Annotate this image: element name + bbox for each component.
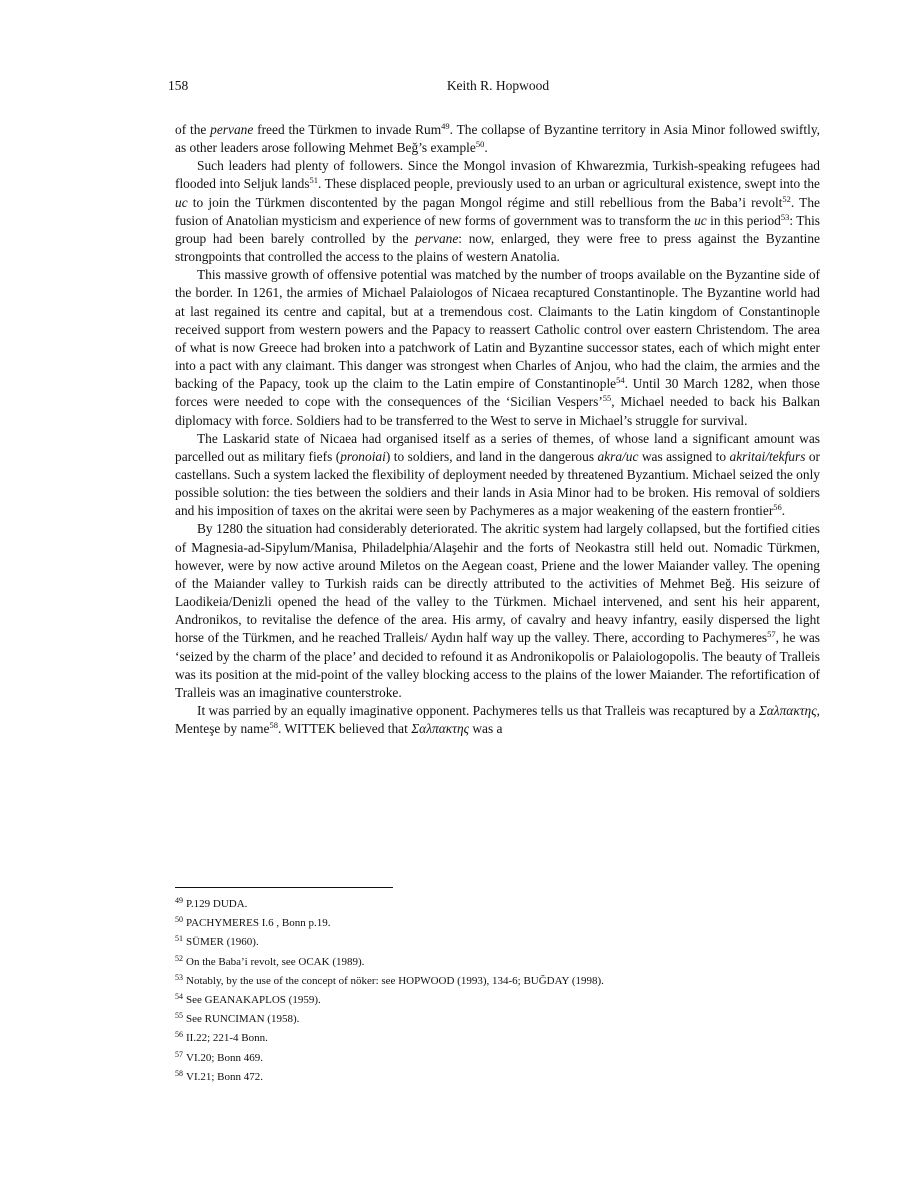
footnotes (175, 895, 820, 1087)
footnote (175, 933, 820, 952)
italic-term: uc (175, 194, 188, 210)
footnote (175, 991, 820, 1010)
page-number: 158 (168, 78, 189, 93)
footnote-text: II.22; 221-4 Bonn. (186, 1032, 268, 1045)
page-header (168, 78, 828, 98)
text-run: . (781, 503, 786, 519)
footnote (175, 1010, 820, 1029)
text-run: freed the Türkmen to invade Rum (253, 122, 442, 137)
footnote-ref: 55 (602, 393, 612, 404)
footnote (175, 953, 820, 972)
text-run: . The collapse of Byzantine territory in Asia Minor followed swiftly, as other leaders arose following Mehmet Beğ’s example (175, 122, 820, 156)
text-run: Such leaders had plenty of followers. Since the Mongol invasion of Khwarezmia, Turkish-speaking refugees had flooded into Seljuk lands (175, 158, 820, 192)
footnote-text: Notably, by the use of the concept of nöker: see HOPWOOD (1993), 134-6; BUĞDAY (1998). (186, 974, 604, 987)
footnote (175, 972, 820, 991)
paragraph (175, 157, 820, 266)
text-run: was a (469, 721, 503, 737)
footnote (175, 1049, 820, 1068)
footnote-text: VI.21; Bonn 472. (186, 1070, 263, 1083)
text-run: . The fusion of Anatolian mysticism and experience of new forms of government was to transform the (175, 194, 820, 228)
footnote-number: 55 (175, 1011, 183, 1021)
text-run: , he was ‘seized by the charm of the place’ and decided to refound it as Andronikopolis or Palaiologopolis. The beauty of Tralleis was its position at the mid-point of the valley blocking access to the plains of the lower Maiander. The refortification of Tralleis was an imaginative counterstroke. (175, 630, 820, 700)
footnote (175, 914, 820, 933)
paragraph (175, 266, 820, 429)
text-run: or castellans. Such a system lacked the flexibility of deployment needed by threatened Byzantium. Michael seized the only possible solution: the ties between the soldiers and their lands in Asia Minor had to be broken. His removal of soldiers and his imposition of taxes on the akritai were seen by Pachymeres as a major weakening of the eastern frontier (175, 448, 821, 519)
text-run: , Michael needed to back his Balkan diplomacy with force. Soldiers had to be transferred to the West to serve in Michael’s struggle for survival. (175, 394, 820, 428)
text-run: : now, enlarged, they were free to press against the Byzantine strongpoints that controlled the access to the plains of western Anatolia. (175, 230, 821, 265)
footnote-text: PACHYMERES I.6 , Bonn p.19. (186, 917, 331, 930)
footnote-ref: 57 (767, 629, 776, 640)
footnote (175, 1029, 820, 1048)
text-run: . (484, 140, 488, 156)
footnote-text: SÜMER (1960). (186, 936, 259, 949)
footnote (175, 895, 820, 914)
footnote-ref: 49 (441, 121, 450, 131)
footnote-number: 50 (175, 915, 183, 925)
footnote-number: 53 (175, 972, 183, 982)
text-run: , Menteşe by name (175, 703, 820, 737)
paragraph (175, 121, 820, 157)
footnote-number: 52 (175, 953, 183, 963)
italic-term: pronoiai (340, 448, 386, 464)
italic-term: Σαλπακτης (758, 703, 817, 718)
footnote-rule (175, 887, 393, 888)
footnote-text: See GEANAKAPLOS (1959). (186, 994, 321, 1007)
footnote-text: See RUNCIMAN (1958). (186, 1013, 300, 1026)
text-run: The Laskarid state of Nicaea had organised itself as a series of themes, of whose land a significant amount was parcelled out as military fiefs ( (175, 430, 820, 464)
footnote (175, 1068, 820, 1087)
italic-term: akra/uc (597, 448, 639, 464)
footnote-text: P.129 DUDA. (186, 898, 248, 910)
paragraph (175, 520, 820, 702)
footnote-number: 54 (175, 992, 183, 1002)
footnote-text: On the Baba’i revolt, see OCAK (1989). (186, 955, 365, 968)
text-run: to join the Türkmen discontented by the pagan Mongol régime and still rebellious from the Baba’i revolt (187, 194, 783, 210)
text-run: . These displaced people, previously used to an urban or agricultural existence, swept into the (318, 176, 820, 192)
italic-term: Σαλπακτης (411, 721, 470, 737)
text-run: . Until 30 March 1282, when those forces were needed to cope with the consequences of the ‘Sicilian Vespers’ (175, 376, 820, 410)
footnote-text: VI.20; Bonn 469. (186, 1051, 263, 1064)
paragraph (175, 702, 820, 738)
text-run: It was parried by an equally imaginative opponent. Pachymeres tells us that Tralleis was recaptured by a (197, 703, 759, 718)
text-run: was assigned to (638, 448, 730, 464)
running-head: Keith R. Hopwood (446, 78, 550, 93)
footnote-number: 58 (175, 1068, 183, 1078)
text-run: : This group had been barely controlled by the (175, 212, 820, 246)
footnote-number: 57 (175, 1049, 183, 1059)
text-run: . WITTEK believed that (277, 721, 412, 737)
footnote-ref: 53 (780, 211, 790, 222)
text-run: By 1280 the situation had considerably deteriorated. The akritic system had largely collapsed, but the fortified cities of Magnesia-ad-Sipylum/Manisa, Philadelphia/Alaşehir and the forts of Neokastra still held out. Nomadic Türkmen, however, were by now active around Miletos on the Aegean coast, Priene and the lower Maiander valley. The opening of the Maiander valley to Turkish raids can be directly attributed to the activities of Mehmet Beğ. His seizure of Laodikeia/Denizli opened the head of the valley to the Türkmen. Michael intervened, and sent his heir apparent, Andronikos, to revitalise the defence of the area. His army, of cavalry and heavy infantry, easily dispersed the light horse of the Türkmen, and he reached Tralleis/ Aydın half way up the valley. There, according to Pachymeres (175, 521, 820, 646)
italic-term: akritai/tekfurs (729, 448, 806, 464)
footnote-ref: 51 (309, 175, 319, 186)
italic-term: pervane (415, 230, 459, 246)
footnote-ref: 58 (269, 720, 278, 731)
footnote-ref: 54 (616, 375, 625, 386)
footnote-ref: 52 (782, 193, 791, 204)
text-run: This massive growth of offensive potential was matched by the number of troops available on the Byzantine side of the border. In 1261, the armies of Michael Palaiologos of Nicaea recaptured Constantinople. The Byzantine world had at last regained its centre and capital, but at a tremendous cost. Claimants to the Latin kingdom of Constantinople received support from western powers and the Papacy to reassert Catholic control over eastern Christendom. The area of what is now Greece had broken into a patchwork of Latin and Byzantine successor states, each of which might enter into a pact with any claimant. This danger was strongest when Charles of Anjou, who had the claim, the armies and the backing of the Papacy, took up the claim to the Latin empire of Constantinople (175, 267, 820, 392)
text-run: in this period (706, 212, 781, 228)
text-run: ) to soldiers, and land in the dangerous (385, 448, 598, 464)
paragraph (175, 430, 820, 521)
footnote-number: 49 (175, 896, 183, 905)
italic-term: uc (694, 212, 707, 228)
italic-term: pervane (210, 122, 254, 137)
footnote-number: 56 (175, 1030, 183, 1040)
text-run: of the (175, 122, 211, 137)
footnote-ref: 56 (773, 502, 782, 513)
footnote-ref: 50 (475, 139, 485, 150)
body-text (175, 121, 820, 738)
footnote-number: 51 (175, 934, 183, 944)
